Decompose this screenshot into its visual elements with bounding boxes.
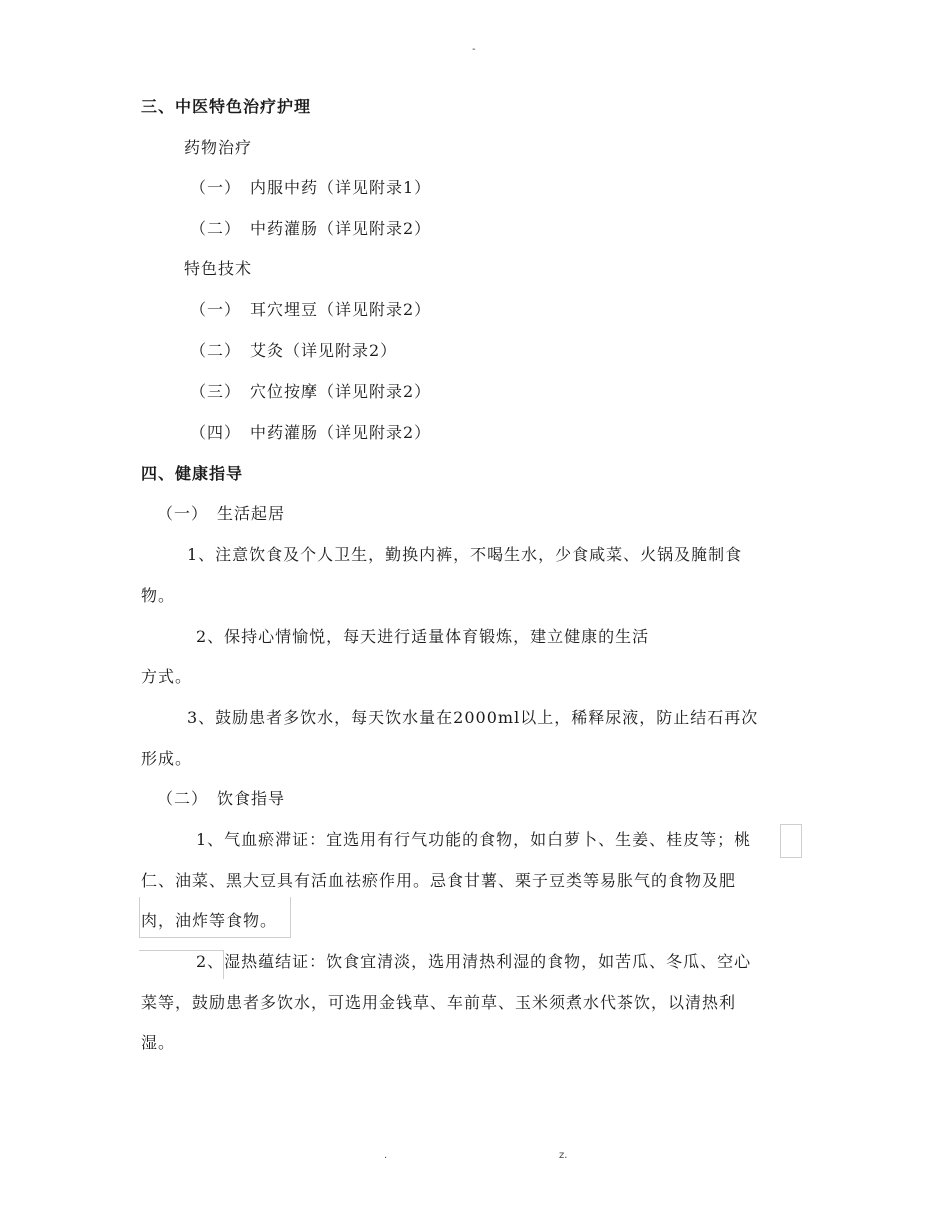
technique-item-3: （三） 穴位按摩（详见附录2） [190, 382, 432, 401]
footer-left-mark: . [384, 1150, 388, 1161]
diet-paragraph-1-line-1: 1、气血瘀滞证：宜选用有行气功能的食物，如白萝卜、生姜、桂皮等；桃 [196, 830, 752, 849]
life-paragraph-2-line-1: 2、保持心情愉悦，每天进行适量体育锻炼，建立健康的生活 [196, 627, 650, 646]
diet-paragraph-1-line-2: 仁、油菜、黑大豆具有活血祛瘀作用。忌食甘薯、栗子豆类等易胀气的食物及肥 [141, 871, 737, 890]
diet-paragraph-2-line-3: 湿。 [141, 1033, 176, 1052]
technique-item-4: （四） 中药灌肠（详见附录2） [190, 423, 432, 442]
text-box-frame [780, 824, 802, 858]
footer-right-mark: z. [559, 1150, 568, 1161]
drug-treatment-label: 药物治疗 [184, 138, 253, 157]
drug-item-2: （二） 中药灌肠（详见附录2） [190, 219, 432, 238]
technique-item-1: （一） 耳穴埋豆（详见附录2） [190, 300, 432, 319]
life-subheading: （一） 生活起居 [157, 504, 286, 523]
life-paragraph-1-line-1: 1、注意饮食及个人卫生，勤换内裤，不喝生水，少食咸菜、火锅及腌制食 [187, 545, 743, 564]
special-technique-label: 特色技术 [184, 259, 253, 278]
technique-item-2: （二） 艾灸（详见附录2） [190, 341, 398, 360]
section-3-title: 三、中医特色治疗护理 [141, 97, 312, 116]
life-paragraph-3-line-1: 3、鼓励患者多饮水，每天饮水量在2000ml以上，稀释尿液，防止结石再次 [187, 708, 759, 727]
life-paragraph-3-line-2: 形成。 [141, 749, 193, 768]
life-paragraph-2-line-2: 方式。 [141, 667, 193, 686]
diet-subheading: （二） 饮食指导 [157, 789, 286, 808]
drug-item-1: （一） 内服中药（详见附录1） [190, 178, 432, 197]
life-paragraph-1-line-2: 物。 [141, 586, 176, 605]
header-mark: - [472, 44, 476, 55]
section-4-title: 四、健康指导 [141, 464, 244, 483]
diet-paragraph-1-line-3: 肉，油炸等食物。 [141, 911, 278, 930]
diet-paragraph-2-line-1: 2、湿热蕴结证：饮食宜清淡，选用清热利湿的食物，如苦瓜、冬瓜、空心 [196, 952, 752, 971]
diet-paragraph-2-line-2: 菜等，鼓励患者多饮水，可选用金钱草、车前草、玉米须煮水代茶饮，以清热利 [141, 993, 737, 1012]
